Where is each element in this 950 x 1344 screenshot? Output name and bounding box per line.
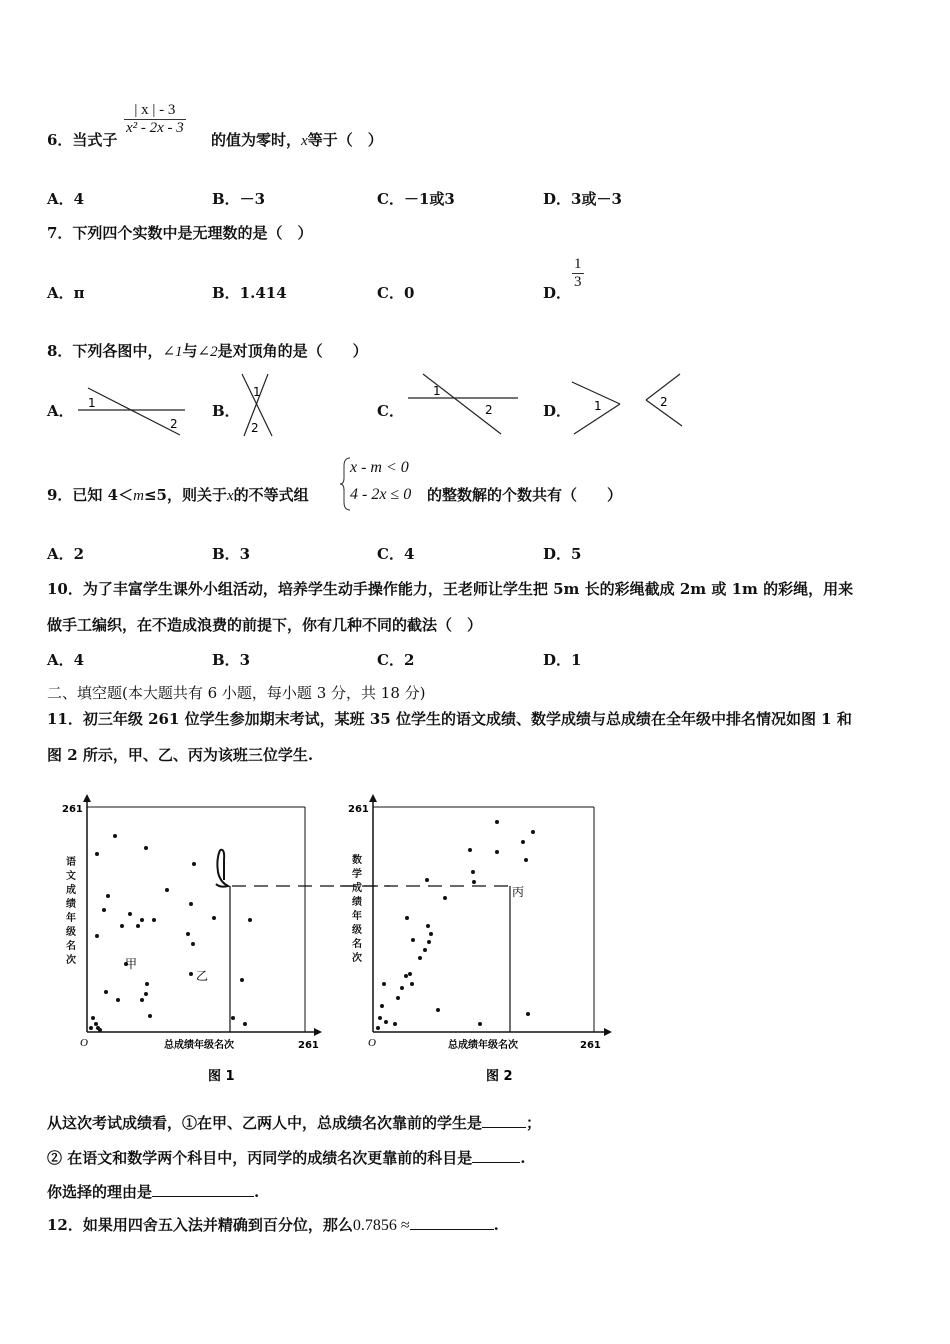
q10-option-b[interactable]: B．3: [212, 651, 251, 669]
fig2-x-axis-label: 总成绩年级名次: [448, 1040, 518, 1051]
q7-d-fraction-denominator: 3: [574, 274, 582, 290]
fig1-x-axis-label: 总成绩年级名次: [164, 1040, 234, 1051]
q9-stem: 9．已知 4＜m≤5，则关于x的不等式组: [47, 486, 309, 504]
q8-c-angle2-label: 2: [485, 403, 493, 417]
q9-option-d[interactable]: D．5: [543, 545, 582, 563]
q11-sub1: 从这次考试成绩看，①在甲、乙两人中，总成绩名次靠前的学生是 ；: [47, 1114, 542, 1132]
q6-fraction-denominator: x² - 2x - 3: [126, 120, 184, 136]
q10-option-d[interactable]: D．1: [543, 651, 582, 669]
q12-answer-blank[interactable]: [410, 1215, 494, 1230]
fig1-label-jia: 甲: [125, 957, 138, 971]
q6-stem: 6．当式子: [47, 131, 118, 149]
q7-option-b[interactable]: B．1.414: [212, 284, 287, 302]
fig2-origin-label: O: [368, 1037, 376, 1049]
q9-option-a[interactable]: A．2: [47, 545, 85, 563]
q9-option-c[interactable]: C．4: [377, 545, 415, 563]
q8-option-a[interactable]: A．: [47, 402, 74, 420]
q8-figure-b: [238, 372, 278, 438]
q6-option-d[interactable]: D．3或－3: [543, 190, 622, 208]
q8-a-angle1-label: 1: [88, 396, 96, 410]
q11-sub2: ② 在语文和数学两个科目中，丙同学的成绩名次更靠前的科目是 .: [47, 1149, 526, 1167]
q7-d-fraction: [572, 256, 584, 291]
fig1-origin-label: O: [80, 1037, 88, 1049]
q6-stem-rest: 的值为零时，x等于（ ）: [211, 131, 383, 149]
q7-stem: 7．下列四个实数中是无理数的是（ ）: [47, 224, 313, 242]
q7-option-c[interactable]: C．0: [377, 284, 415, 302]
q6-option-a[interactable]: A．4: [47, 190, 85, 208]
q7-option-a[interactable]: A．π: [47, 284, 85, 302]
q12-stem: 12．如果用四舍五入法并精确到百分位，那么0.7856 ≈ .: [47, 1216, 499, 1234]
q11-stem-line2: 图 2 所示，甲、乙、丙为该班三位学生.: [47, 746, 314, 764]
fig1-x-max-label: 261: [298, 1040, 319, 1051]
q9-inequality-1: x - m < 0: [350, 459, 409, 476]
q6-option-b[interactable]: B．－3: [212, 190, 266, 208]
q8-a-angle2-label: 2: [170, 417, 178, 431]
q8-figure-c: [403, 370, 523, 438]
fig1-y-axis-label: 语文成绩年级名次: [66, 857, 76, 966]
q11-answer-blank-1[interactable]: [482, 1113, 526, 1128]
q6-fraction: [124, 102, 186, 137]
q9-option-b[interactable]: B．3: [212, 545, 251, 563]
q8-option-c[interactable]: C．: [377, 402, 404, 420]
q11-sub3: 你选择的理由是 .: [47, 1183, 260, 1201]
q8-d-angle2-label: 2: [660, 395, 668, 409]
section-heading: 二、填空题(本大题共有 6 小题，每小题 3 分，共 18 分): [47, 684, 426, 702]
q9-inequality-2: 4 - 2x ≤ 0: [350, 486, 412, 503]
fig1-y-max-label: 261: [62, 804, 83, 815]
q7-d-fraction-numerator: 1: [574, 256, 582, 272]
q8-stem: 8．下列各图中，∠1与∠2是对顶角的是（ ）: [47, 342, 368, 360]
q6-fraction-numerator: | x | - 3: [134, 102, 176, 118]
fig1-caption: 图 1: [208, 1069, 235, 1084]
q11-answer-blank-3[interactable]: [152, 1182, 254, 1197]
q8-b-angle1-label: 1: [253, 385, 261, 399]
q8-b-angle2-label: 2: [251, 421, 259, 435]
fig2-y-max-label: 261: [348, 804, 369, 815]
fig2-y-axis-label: 数学成绩年级名次: [352, 855, 362, 964]
fig2-label-bing: 丙: [512, 885, 525, 899]
q7-option-d[interactable]: D．: [543, 284, 572, 302]
q10-option-a[interactable]: A．4: [47, 651, 85, 669]
q8-figure-d: [568, 372, 688, 438]
q11-stem-line1: 11．初三年级 261 位学生参加期末考试，某班 35 位学生的语文成绩、数学成绩与总成绩在全年级中排名情况如图 1 和: [47, 710, 852, 728]
q10-option-c[interactable]: C．2: [377, 651, 415, 669]
q9-stem-rest: 的整数解的个数共有（ ）: [427, 486, 623, 504]
q11-figure-1: [60, 790, 330, 1100]
q8-option-b[interactable]: B．: [212, 402, 240, 420]
q10-stem-line2: 做手工编织，在不造成浪费的前提下，你有几种不同的截法（ ）: [47, 616, 483, 634]
q8-c-angle1-label: 1: [433, 384, 441, 398]
q11-answer-blank-2[interactable]: [472, 1148, 520, 1163]
q6-option-c[interactable]: C．－1或3: [377, 190, 455, 208]
q12-expression: 0.7856 ≈: [352, 1217, 410, 1234]
q8-option-d[interactable]: D．: [543, 402, 572, 420]
q8-d-angle1-label: 1: [594, 399, 602, 413]
fig1-label-yi: 乙: [196, 969, 209, 983]
q11-figure-2: [340, 790, 620, 1100]
q10-stem-line1: 10．为了丰富学生课外小组活动，培养学生动手操作能力，王老师让学生把 5m 长的彩绳截成 2m 或 1m 的彩绳，用来: [47, 580, 854, 598]
fig2-x-max-label: 261: [580, 1040, 601, 1051]
fig2-caption: 图 2: [486, 1069, 513, 1084]
q8-figure-a: [70, 380, 190, 440]
